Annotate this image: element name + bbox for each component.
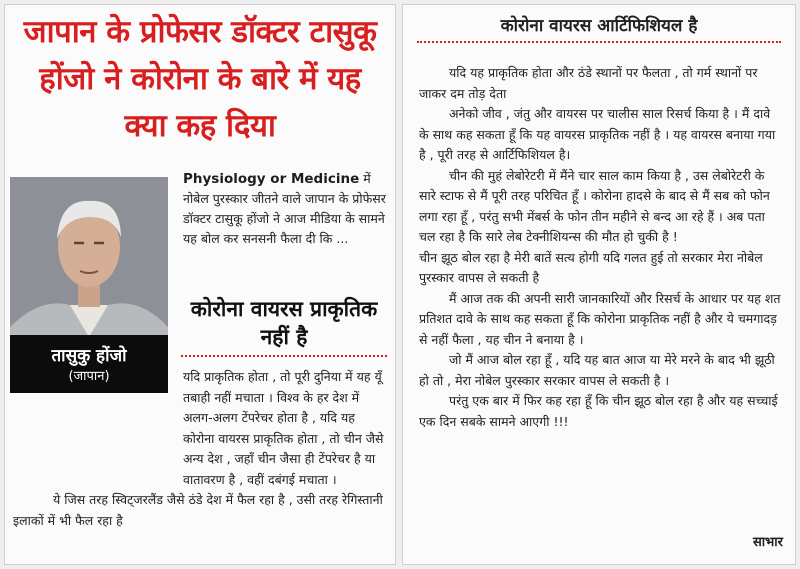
subheading-divider — [181, 355, 387, 357]
right-heading-divider — [417, 41, 781, 43]
intro-lead: Physiology or Medicine — [183, 171, 360, 187]
portrait-photo — [10, 177, 168, 393]
right-paragraph: मैं आज तक की अपनी सारी जानकारियों और रिसर्च के आधार पर यह शत प्रतिशत दावे के साथ कह सकता हूँ कि कोरोना प्राकृतिक नहीं है और ये चमगादड़ से नहीं फैला , यह चीन ने बनाया है । — [419, 290, 781, 347]
subheading: कोरोना वायरस प्राकृतिक नहीं है — [190, 297, 378, 349]
right-paragraph: अनेको जीव , जंतु और वायरस पर चालीस साल रिसर्च किया है । मैं दावे के साथ कह सकता हूँ कि यह वायरस प्राकृतिक नहीं है । यह वायरस बनाया गया है , पूरी तरह से आर्टिफिशियल है। — [419, 106, 776, 162]
right-heading: कोरोना वायरस आर्टिफिशियल है — [500, 16, 698, 36]
right-paragraph: चीन की मुहं लेबोरेटरी में मैंने चार साल काम किया है , उस लेबोरेटरी के सारे स्टाफ से मैं पूरी तरह परिचित हूँ । कोरोना हादसे के बाद से मैं सब को फोन लगा रहा हूँ , परंतु सभी मेंबर्स के फोन तीन महीने से बन्द आ रहे हैं । अब पता चल रहा है कि सारे लेब टेक्नीशियन्स की मौत हो चुकी है ! — [419, 167, 770, 244]
headline: जापान के प्रोफेसर डॉक्टर टासुकू होंजो ने कोरोना के बारे में यह क्या कह दिया — [23, 14, 377, 144]
right-paragraph: जो मैं आज बोल रहा हूँ , यदि यह बात आज या मेरे मरने के बाद भी झूठी हो तो , मेरा नोबेल पुरस्कार सरकार वापस ले सकती है । — [419, 352, 775, 388]
right-paragraph: यदि यह प्राकृतिक होता और ठंडे स्थानों पर फैलता , तो गर्म स्थानों पर जाकर दम तोड़ देता — [419, 65, 758, 101]
left-paragraph-2: ये जिस तरह स्विट्जरलैंड जैसे ठंडे देश में फैल रहा है , उसी तरह रेगिस्तानी इलाकों में भी फैल रहा है — [13, 492, 383, 528]
caption-name: तासुकु होंजो — [51, 346, 127, 366]
caption-country: (जापान) — [68, 369, 110, 384]
intro-rest: में नोबेल पुरस्कार जीतने वाले जापान के प्रोफेसर डॉक्टर टासुकू होंजो ने आज मीडिया के सामने यह बोल कर सनसनी फैला दी कि ... — [183, 171, 386, 246]
left-paragraph-1: यदि प्राकृतिक होता , तो पूरी दुनिया में यह यूँ तबाही नहीं मचाता । विश्व के हर देश में अलग-अलग टेंपरेचर होता है , यदि यह कोरोना वायरस प्राकृतिक होता , तो चीन जैसे अन्य देश , जहाँ चीन जैसा ही टेंपरेचर है या वातावरण है , वहीं दबंगई मचाता । — [183, 369, 384, 487]
intro-text — [183, 169, 387, 249]
right-paragraph: परंतु एक बार में फिर कह रहा हूँ कि चीन झूठ बोल रहा है और यह सच्चाई एक दिन सबके सामने आएगी !!! — [419, 393, 778, 429]
right-column — [402, 4, 796, 565]
credit-text: साभार — [753, 535, 783, 550]
left-body-text — [13, 367, 387, 531]
left-column — [4, 4, 396, 565]
right-body-text — [419, 63, 783, 432]
right-paragraph: चीन झूठ बोल रहा है मेरी बातें सत्य होगी यदि गलत हुई तो सरकार मेरा नोबेल पुरस्कार वापस ले सकती है — [419, 249, 763, 285]
